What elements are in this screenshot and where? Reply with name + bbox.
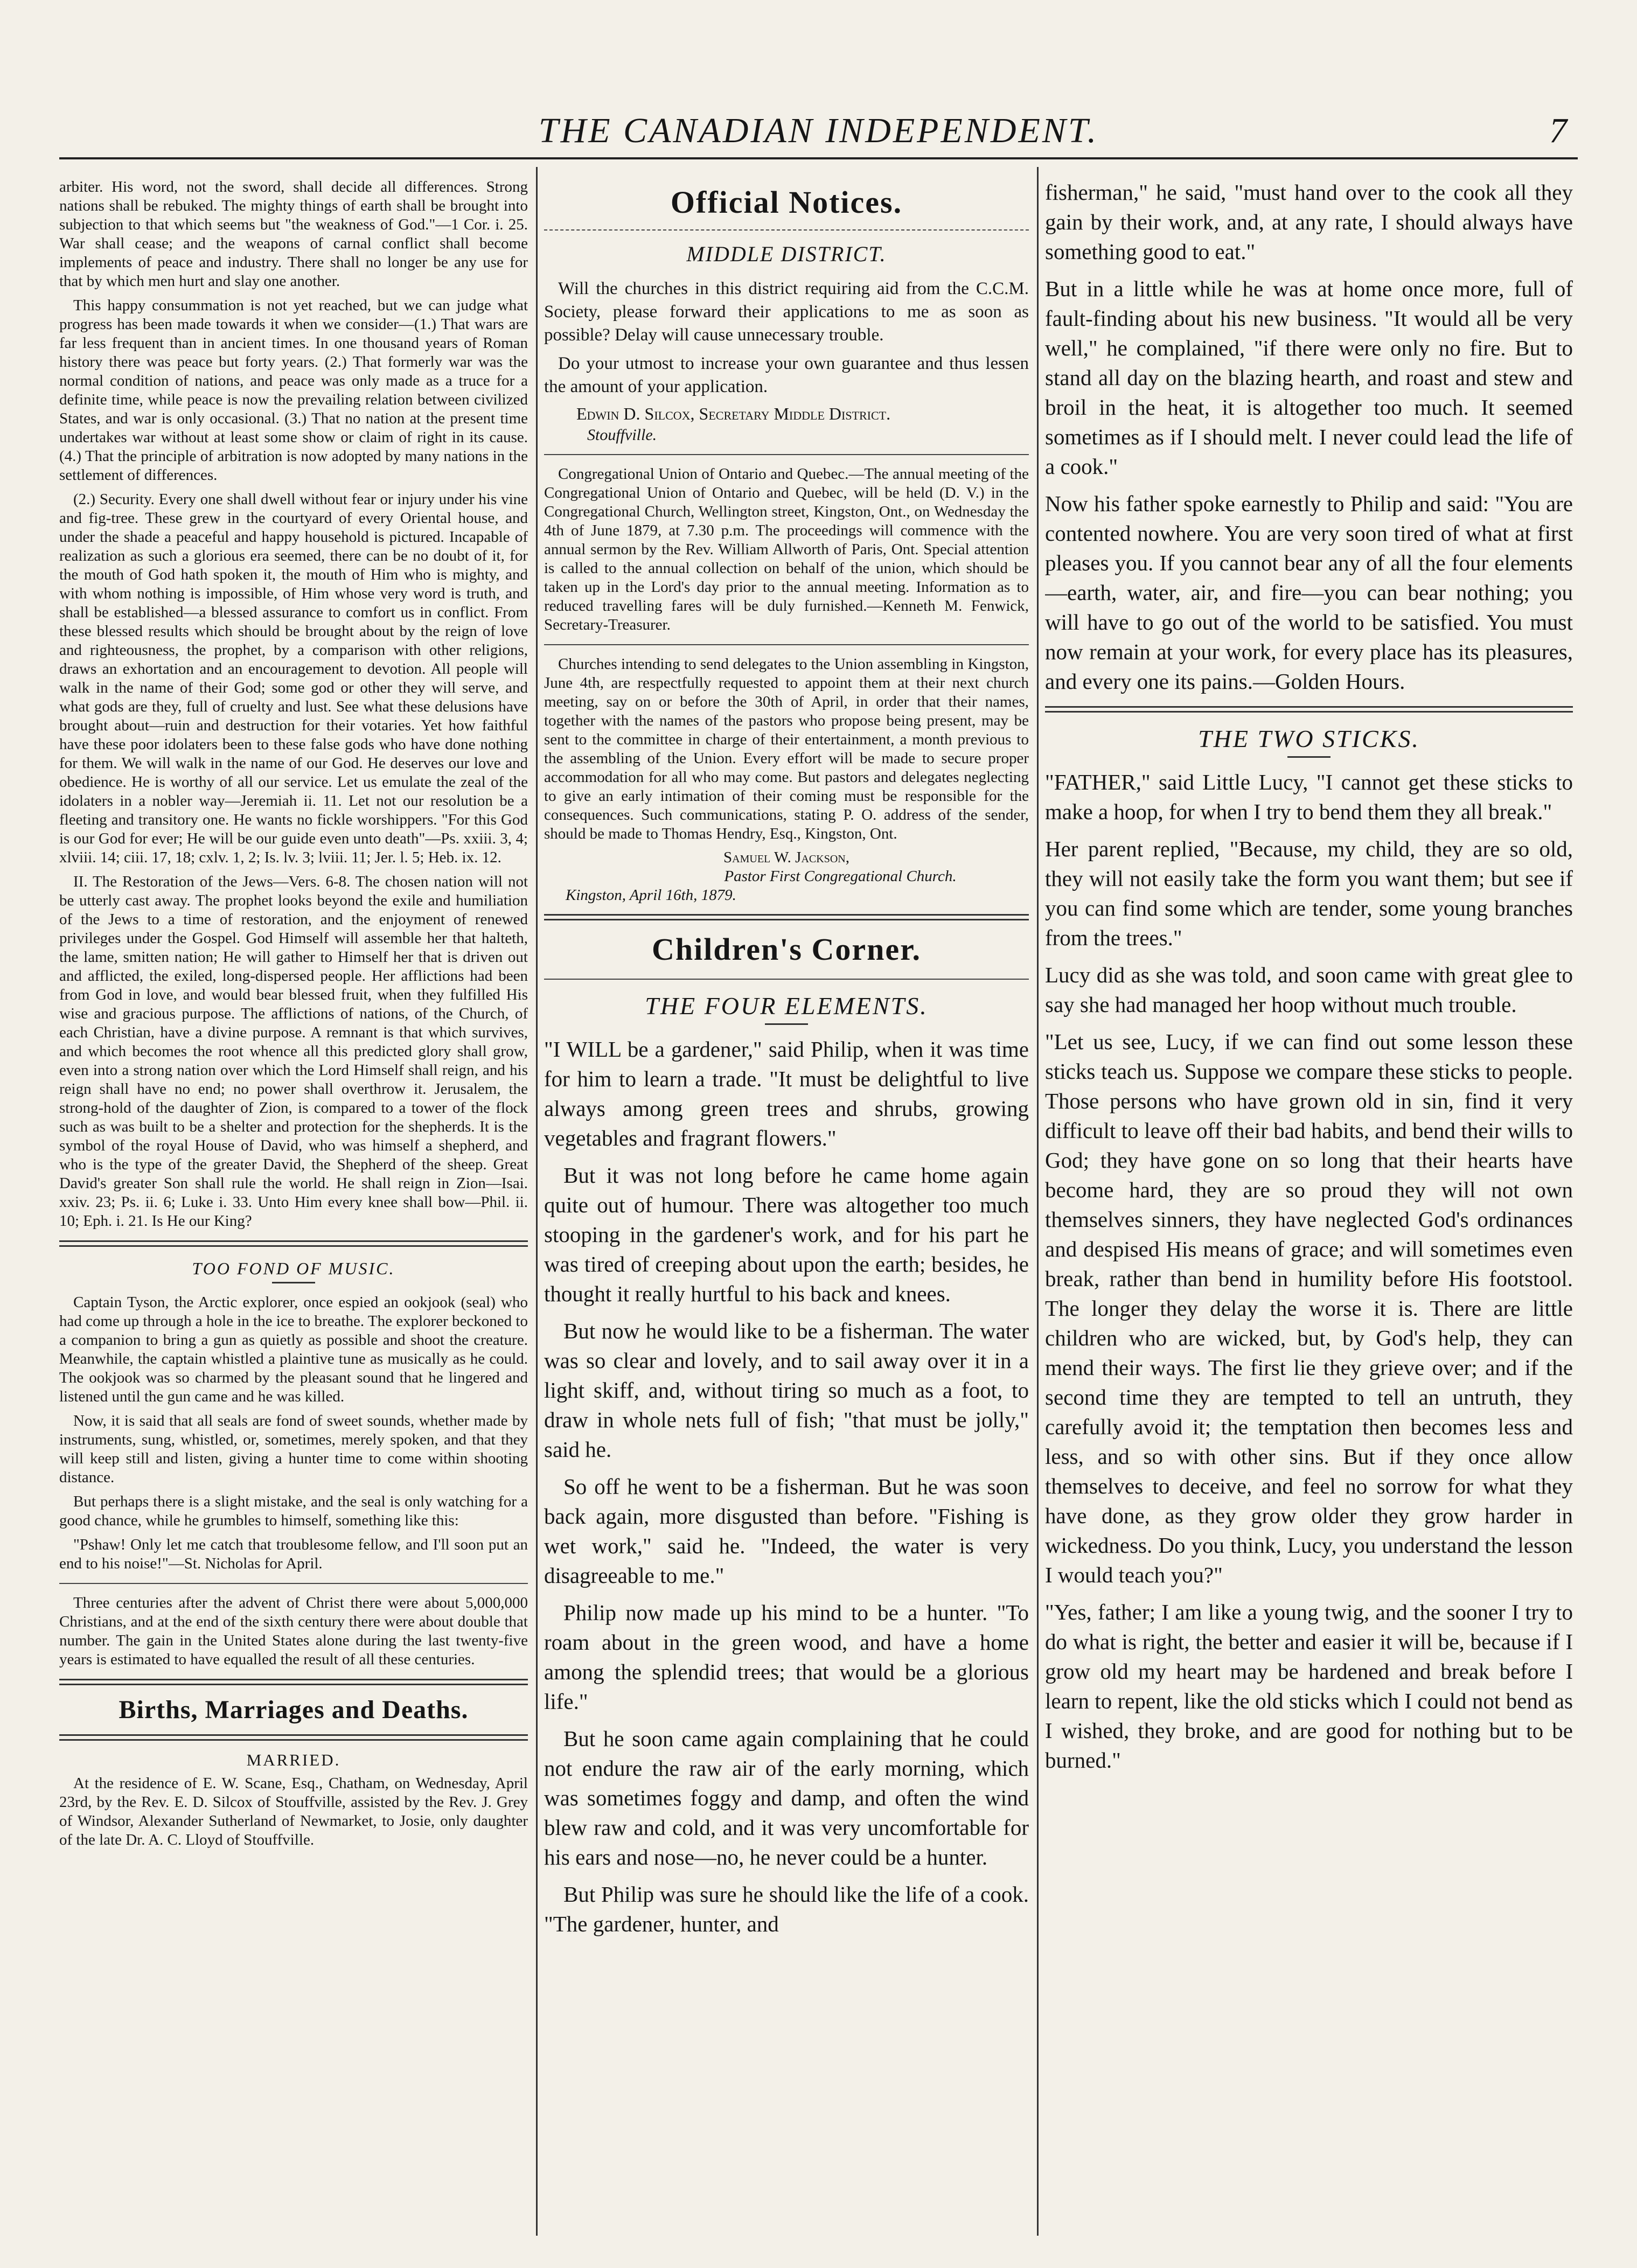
too-fond-title: TOO FOND OF MUSIC. (192, 1259, 395, 1278)
too-fond-paragraph: Now, it is said that all seals are fond of sweet sounds, whether made by instruments, sung, whistled, or, sometimes, merely spoken, and that they will keep still and listen, giving a hunter time to come within shooting distance. (59, 1412, 528, 1486)
middle-district-heading: MIDDLE DISTRICT. (686, 242, 887, 266)
story-paragraph: Philip now made up his mind to be a hunter. "To roam about in the green wood, and have a home among the splendid trees; that would be a glorious life." (544, 1600, 1029, 1714)
too-fond-paragraph: Captain Tyson, the Arctic explorer, once espied an ookjook (seal) who had come up through a hole in the ice to breathe. The explorer beckoned to a companion to bring a gun as quietly as possible and shoot the creature. Meanwhile, the captain whistled a plaintive tune as musically as he could. The ookjook was so charmed by the pleasant sound that he lingered and listened until the gun came and he was killed. (59, 1294, 528, 1405)
jackson-title: Pastor First Congregational Church. (724, 868, 957, 885)
silcox-signature: Edwin D. Silcox, Secretary Middle District. (576, 404, 891, 423)
story-paragraph: fisherman," he said, "must hand over to the cook all they gain by their work, and, at any rate, I should always have something good to eat." (1045, 180, 1573, 264)
story-paragraph: Her parent replied, "Because, my child, they are so old, they will not easily take the form you want them; but see if you can find some which are tender, some young branches from the trees." (1045, 836, 1573, 950)
section-rule (544, 454, 1029, 455)
silcox-place: Stouffville. (587, 426, 657, 444)
union-paragraph: Churches intending to send delegates to the Union assembling in Kingston, June 4th, are respectfully requested to appoint them at their next church meeting, say on or before the 30th of April, in order that their names, together with the names of the pastors who propose being present, may be sent to the committee in charge of their entertainment, a month previous to the assembling of the Union. Every effort will be made to secure proper accommodation for all who may come. But pastors and delegates neglecting to give an early intimation of their coming must be responsible for the consequences. Such communications, stating P. O. address of the sender, should be made to Thomas Hendry, Esq., Kingston, Ont. (544, 655, 1029, 842)
story-paragraph: But in a little while he was at home once more, full of fault-finding about his new business. "It would all be very well," he complained, "if there were only no fire. But to stand all day on the blazing hearth, and roast and stew and broil in the heat, it is altogether too much. It seemed sometimes as if I should melt. I never could lead the life of a cook." (1045, 276, 1573, 479)
short-rule (1287, 756, 1331, 758)
four-elements-title: THE FOUR ELEMENTS. (645, 992, 928, 1020)
column-divider-1 (536, 167, 538, 2236)
notice-paragraph: Will the churches in this district requiring aid from the C.C.M. Society, please forward their applications to me as soon as possible? Delay will cause unnecessary trouble. (544, 279, 1029, 345)
col1-paragraph: (2.) Security. Every one shall dwell without fear or injury under his vine and fig-tree. These grew in the courtyard of every Oriental house, and under the shade a peaceful and happy household is pictured. Incapable of realization as such a glorious era seemed, there can be no doubt of it, for the mouth of God hath spoken it, the mouth of Him who is mighty, and with whom nothing is impossible, of Him whose very word is truth, and shall be established—a blessed assurance to comfort us in conflict. From these blessed results which should be brought about by the reign of love and righteousness, the prophet, by a comparison with other religions, draws an exhortation and an encouragement to devotion. All people will walk in the name of their God; some god or other they will serve, and what gods are they, full of cruelty and lust. See what these delusions have brought about—ruin and destruction for their votaries. Yet how faithful have these poor idolaters been to these false gods who have done nothing for them. We will walk in the name of our God. He deserves our love and obedience. He is worthy of all our service. Let us emulate the zeal of the idolaters in a nobler way—Jeremiah ii. 11. Let not our resolution be a fleeting and transitory one. He wants no fickle worshippers. "For this God is our God for ever; He will be our guide even unto death"—Ps. xxiii. 3, 4; xlviii. 14; ciii. 17, 18; cxlv. 1, 2; Is. lv. 3; lviii. 11; Jer. l. 5; Heb. ix. 12. (59, 491, 528, 866)
union-paragraph: Congregational Union of Ontario and Quebec.—The annual meeting of the Congregational Union of Ontario and Quebec, will be held (D. V.) in the Congregational Church, Wellington street, Kingston, Ont., on Wednesday the 4th of June 1879, at 7.30 p.m. The proceedings will commence with the annual sermon by the Rev. William Allworth of Paris, Ont. Special attention is called to the annual collection on behalf of the union, which should be taken up in the Lord's day prior to the annual meeting. Information as to reduced travelling fares will be duly furnished.—Kenneth M. Fenwick, Secretary-Treasurer. (544, 465, 1029, 633)
story-paragraph: But he soon came again complaining that he could not endure the raw air of the early morning, which was sometimes foggy and damp, and often the wind blew raw and cold, and it was very uncomfortable for his ears and nose—no, he never could be a hunter. (544, 1726, 1029, 1869)
page-header (59, 107, 1578, 160)
column-1 (59, 178, 528, 2236)
col1-paragraph: II. The Restoration of the Jews—Vers. 6-8. The chosen nation will not be utterly cast away. The prophet looks beyond the exile and humiliation of the Jews to a time of restoration, and the enjoyment of renewed privileges under the Gospel. God Himself will assemble her that halteth, the lame, smitten nation; He will gather to Himself her that is driven out and afflicted, the exiled, long-dispersed people. Her afflictions had been from God in love, and would bear blessed fruit, when they fulfilled His wise and gracious purpose. The afflictions of nations, of the Church, of each Christian, have a divine purpose. A remnant is that which survives, and which becomes the root whence all this predicted glory shall grow, even into a strong nation over which the Lord Himself shall reign, and his reign shall have no end; no power shall overthrow it. Jerusalem, the strong-hold of the daughter of Zion, is compared to a tower of the flock such as was built to be a shelter and protection for the shepherds. It is the symbol of the royal House of David, who was himself a shepherd, and who is the type of the greater David, the Shepherd of the sheep. Great David's greater Son shall rule the world. He shall reign in Zion—Isai. xxiv. 23; Ps. ii. 6; Luke i. 33. Unto Him every knee shall bow—Phil. ii. 10; Eph. i. 21. Is He our King? (59, 873, 528, 1230)
section-rule (59, 1240, 528, 1247)
page-number: 7 (1549, 111, 1567, 150)
section-rule (59, 1734, 528, 1741)
story-paragraph: Now his father spoke earnestly to Philip and said: "You are contented nowhere. You are very soon tired of what at first pleases you. If you cannot bear any of all the four elements—earth, water, air, and fire—you can bear nothing; you will have to go out of the world to be satisfied. You must now remain at your work, for every place has its pleasures, and every one its pains.—Golden Hours. (1045, 491, 1573, 694)
col1-paragraph: arbiter. His word, not the sword, shall decide all differences. Strong nations shall be rebuked. The mighty things of earth shall be brought into subjection to that which seems but "the weakness of God."—1 Cor. i. 25. War shall cease; and the weapons of carnal conflict shall become implements of peace and industry. There shall no longer be any use for that by which men hurt and slay one another. (59, 178, 528, 290)
married-heading: MARRIED. (246, 1750, 341, 1769)
dashed-rule (544, 229, 1029, 231)
column-divider-2 (1037, 167, 1039, 2236)
official-notices-heading: Official Notices. (670, 185, 903, 220)
section-rule (544, 914, 1029, 920)
story-paragraph: "I WILL be a gardener," said Philip, when it was time for him to learn a trade. "It must be delightful to live always among green trees and shrubs, growing vegetables and fragrant flowers." (544, 1037, 1029, 1150)
childrens-corner-heading: Children's Corner. (651, 932, 922, 967)
too-fond-paragraph: But perhaps there is a slight mistake, and the seal is only watching for a good chance, while he grumbles to himself, something like this: (59, 1493, 528, 1529)
column-2 (544, 178, 1029, 2236)
centuries-note: Three centuries after the advent of Christ there were about 5,000,000 Christians, and at the end of the sixth century there were about double that number. The gain in the United States alone during the last twenty-five years is estimated to have equalled the result of all these centuries. (59, 1594, 528, 1668)
story-paragraph: "Let us see, Lucy, if we can find out some lesson these sticks teach us. Suppose we compare these sticks to people. Those persons who have grown old in sin, find it very difficult to leave off their bad habits, and bend their wills to God; they have gone on so long that their hearts have become hard, they are so proud they will not own themselves sinners, they have neglected God's ordinances and despised His means of grace; and will sometimes even break, rather than bend in humility before His footstool. The longer they delay the worse it is. There are little children who are wicked, but, by God's help, they can mend their ways. The first lie they grieve over; and if the second time they are tempted to tell an untruth, they carefully avoid it; the temptation then becomes less and less, and so with other sins. But if they once allow themselves to deceive, and feel no sorrow for what they have done, as they grow older they grow harder in wickedness. Do you think, Lucy, you understand the lesson I would teach you?" (1045, 1029, 1573, 1587)
story-paragraph: So off he went to be a fisherman. But he was soon back again, more disgusted than before. "Fishing is wet work," said he. "Indeed, the water is very disagreeable to me." (544, 1474, 1029, 1588)
story-paragraph: But Philip was sure he should like the life of a cook. "The gardener, hunter, and (544, 1882, 1029, 1936)
section-rule (59, 1583, 528, 1584)
married-notice: At the residence of E. W. Scane, Esq., Chatham, on Wednesday, April 23rd, by the Rev. E. D. Silcox of Stouffville, assisted by the Rev. J. Grey of Windsor, Alexander Sutherland of Newmarket, to Josie, only daughter of the late Dr. A. C. Lloyd of Stouffville. (59, 1775, 528, 1848)
story-paragraph: Lucy did as she was told, and soon came with great glee to say she had managed her hoop without much trouble. (1045, 962, 1573, 1017)
notice-paragraph: Do your utmost to increase your own guarantee and thus lessen the amount of your application. (544, 354, 1029, 396)
header-rule (59, 157, 1578, 159)
story-paragraph: "FATHER," said Little Lucy, "I cannot get these sticks to make a hoop, for when I try to bend them they all break." (1045, 770, 1573, 824)
section-rule (544, 644, 1029, 645)
col1-paragraph: This happy consummation is not yet reached, but we can judge what progress has been made towards it when we consider—(1.) That wars are far less frequent than in ancient times. In one thousand years of Roman history there was peace but forty years. (2.) That formerly war was the normal condition of nations, and peace was only made as a truce for a definite time, while peace is now the prevailing relation between civilized States, and war is only occasional. (3.) That no nation at the present time undertakes war without at least some show or claim of right in its cause. (4.) That the principle of arbitration is now adopted by many nations in the settlement of differences. (59, 297, 528, 484)
two-sticks-title: THE TWO STICKS. (1198, 725, 1420, 752)
jackson-signature: Samuel W. Jackson, (723, 849, 849, 866)
story-paragraph: But now he would like to be a fisherman. The water was so clear and lovely, and to sail away over it in a light skiff, and, without tiring so much as a foot, to draw in whole nets full of fish; "that must be jolly," said he. (544, 1318, 1029, 1462)
short-rule (272, 1282, 315, 1283)
too-fond-paragraph: "Pshaw! Only let me catch that troublesome fellow, and I'll soon put an end to his noise!"—St. Nicholas for April. (59, 1536, 528, 1572)
births-marriages-deaths-heading: Births, Marriages and Deaths. (119, 1695, 469, 1724)
jackson-dateline: Kingston, April 16th, 1879. (566, 887, 736, 904)
section-rule (544, 979, 1029, 980)
section-rule (1045, 706, 1573, 713)
running-title: THE CANADIAN INDEPENDENT. (538, 111, 1099, 150)
column-3 (1045, 178, 1573, 2236)
section-rule (59, 1679, 528, 1685)
story-paragraph: But it was not long before he came home again quite out of humour. There was altogether too much stooping in the gardener's work, and for his part he was tired of creeping about upon the earth; besides, he thought it really hurtful to his back and knees. (544, 1163, 1029, 1306)
short-rule (765, 1023, 808, 1025)
story-paragraph: "Yes, father; I am like a young twig, and the sooner I try to do what is right, the better and easier it will be, because if I grow old my heart may be hardened and break before I learn to repent, like the old sticks which I could not bend as I wished, they broke, and are good for nothing but to be burned." (1045, 1600, 1573, 1772)
